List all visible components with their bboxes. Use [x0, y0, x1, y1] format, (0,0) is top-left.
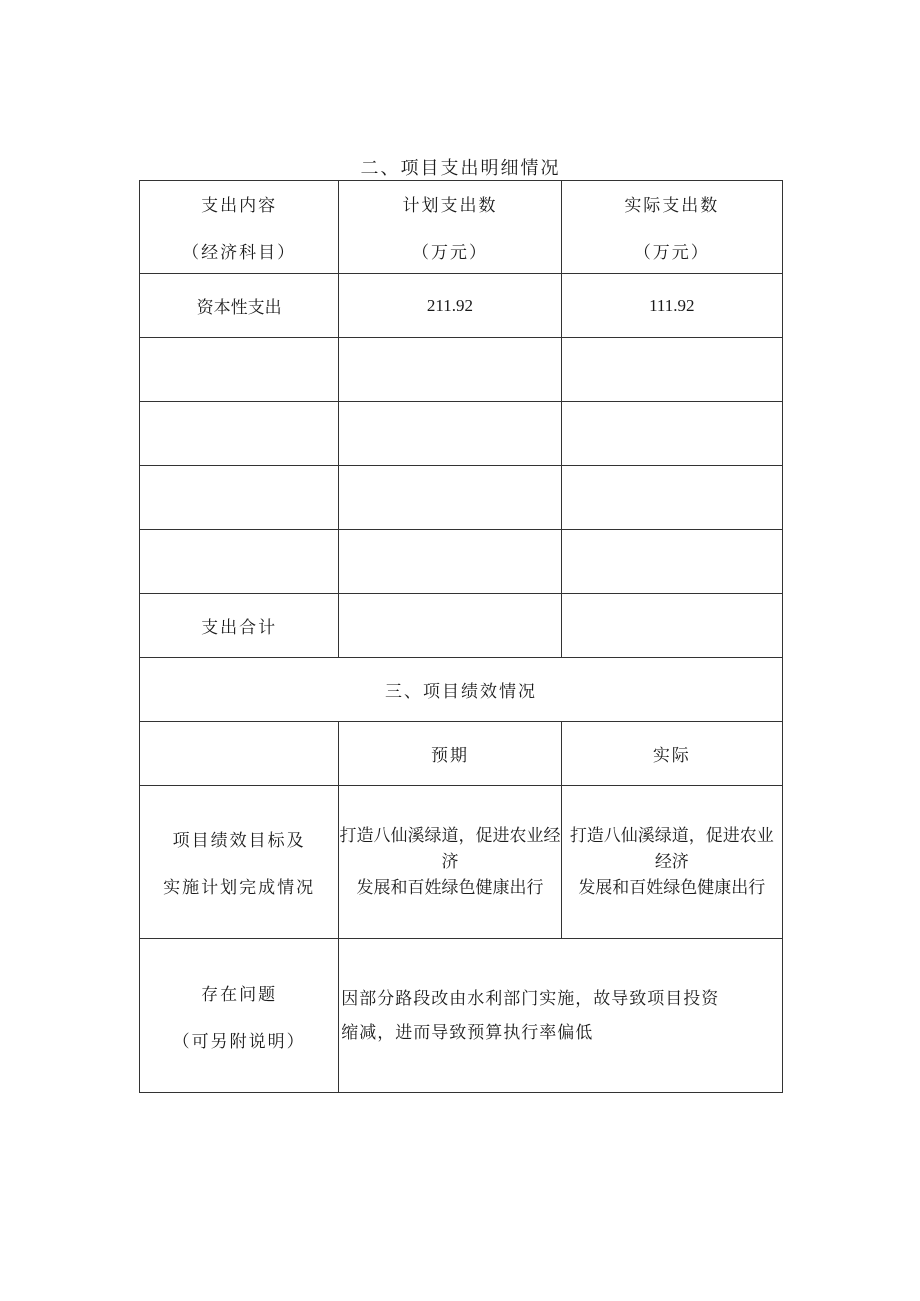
total-row — [140, 594, 783, 658]
table-row — [140, 274, 783, 338]
target-expected-cell: 打造八仙溪绿道，促进农业经济 发展和百姓绿色健康出行 — [339, 786, 561, 939]
total-actual-cell — [561, 594, 782, 658]
table-row-empty — [140, 530, 783, 594]
total-planned-cell — [339, 594, 561, 658]
issue-label-cell: 存在问题 （可另附说明） — [140, 939, 339, 1093]
header-content-cell: 支出内容 （经济科目） — [140, 181, 339, 274]
section-title-performance: 三、项目绩效情况 — [140, 658, 783, 722]
table-row-empty — [140, 402, 783, 466]
performance-title-row — [140, 658, 783, 722]
row-content-cell: 资本性支出 — [140, 274, 339, 338]
performance-target-row — [140, 786, 783, 939]
issue-text-cell: 因部分路段改由水利部门实施，故导致项目投资 缩减，进而导致预算执行率偏低 — [339, 939, 783, 1093]
total-label: 支出合计 — [140, 594, 339, 658]
section-title-expenditure: 二、项目支出明细情况 — [360, 158, 561, 179]
col-actual-header: 实际 — [561, 722, 782, 786]
table-row-empty — [140, 338, 783, 402]
table-row-empty — [140, 466, 783, 530]
col-expected-header: 预期 — [339, 722, 561, 786]
row-planned-cell: 211.92 — [339, 274, 561, 338]
issue-row — [140, 939, 783, 1093]
target-actual-cell: 打造八仙溪绿道，促进农业经济 发展和百姓绿色健康出行 — [561, 786, 782, 939]
expenditure-performance-table — [139, 180, 783, 1093]
performance-header-blank — [140, 722, 339, 786]
target-label-cell: 项目绩效目标及 实施计划完成情况 — [140, 786, 339, 939]
header-actual-cell: 实际支出数 （万元） — [561, 181, 782, 274]
performance-header-row — [140, 722, 783, 786]
header-planned-cell: 计划支出数 （万元） — [339, 181, 561, 274]
table-header-row — [140, 181, 783, 274]
row-actual-cell: 111.92 — [561, 274, 782, 338]
